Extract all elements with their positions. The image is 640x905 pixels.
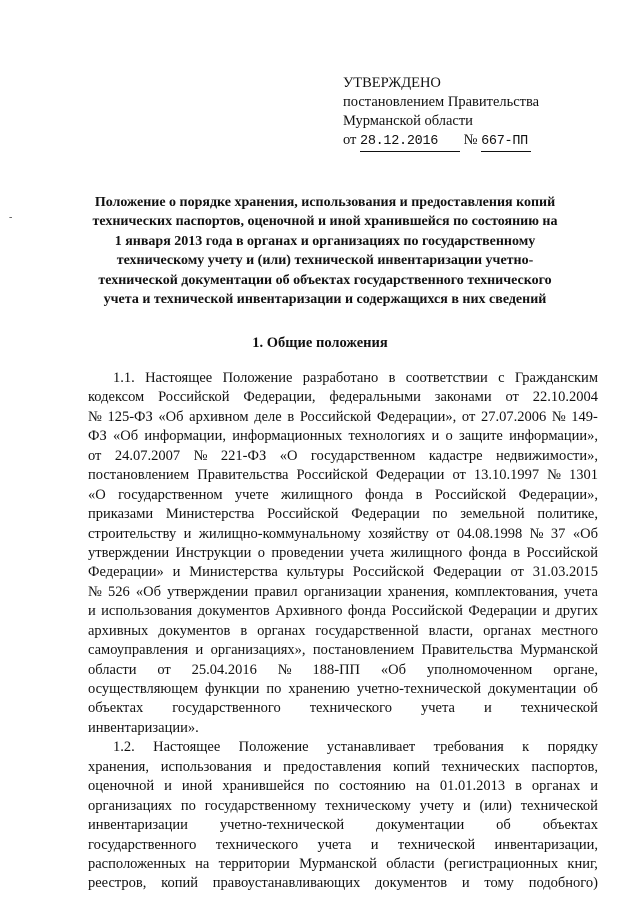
number-label: № [463, 132, 478, 148]
body-word: 37 [550, 525, 566, 542]
body-line [88, 427, 598, 446]
body-line [88, 719, 598, 738]
body-word: в [415, 486, 423, 503]
body-word: Архивного [275, 603, 343, 620]
body-word: учета [350, 544, 385, 561]
body-line [88, 874, 598, 893]
body-word: иной [181, 778, 213, 795]
body-word: органах [483, 622, 532, 639]
body-word: № [193, 447, 208, 464]
body-word: объектах [542, 817, 598, 834]
body-word: оценочной [88, 778, 155, 795]
approved-region: Мурманской области [343, 113, 473, 129]
body-word: использования [101, 603, 193, 620]
body-word: Настоящее [153, 739, 221, 756]
body-word: области [88, 661, 137, 678]
body-word: государственном [118, 486, 223, 503]
body-word: № [529, 525, 544, 542]
body-word: Российской [391, 603, 463, 620]
body-word: от [452, 467, 466, 484]
body-word: в [388, 370, 396, 386]
body-line [88, 583, 598, 602]
body-word: информации», [509, 428, 598, 445]
body-word: паспортов, [531, 758, 598, 775]
body-word: использования [160, 758, 252, 775]
body-word: 04.08.1998 [456, 525, 523, 542]
body-word: от [88, 447, 102, 464]
body-line [88, 369, 598, 388]
body-word: и [590, 778, 598, 795]
body-word: учета [317, 836, 352, 853]
body-word: самоуправления [88, 642, 189, 659]
body-word: требования [433, 739, 504, 756]
body-word: Российской [267, 506, 339, 523]
body-word: от [510, 564, 524, 581]
body-line [88, 855, 598, 874]
body-line [88, 505, 598, 524]
body-word: архивном [189, 408, 249, 425]
body-word: Гражданским [514, 370, 598, 386]
body-word: от [461, 408, 476, 425]
body-word: 13.10.1997 [473, 467, 540, 484]
body-word: недвижимости», [496, 447, 598, 464]
body-word: 221-ФЗ [220, 447, 267, 464]
body-word: кодексом [88, 389, 145, 406]
body-word: организации [303, 583, 382, 600]
body-word: Федерации», [518, 486, 598, 503]
body-word: об [496, 817, 511, 834]
margin-mark: - [9, 212, 13, 223]
body-word: Настоящее [145, 370, 213, 386]
body-line [88, 544, 598, 563]
body-word: правил [254, 583, 298, 600]
body-word: информации, [144, 428, 226, 445]
body-word: по [180, 797, 196, 814]
body-word: и [195, 642, 204, 659]
body-line [88, 836, 598, 855]
body-word: 25.04.2016 [191, 661, 257, 678]
body-line [88, 486, 598, 505]
body-word: копий [161, 875, 198, 892]
document-body [88, 369, 598, 894]
body-word: объектах [88, 700, 144, 717]
body-word: комплектования, [454, 583, 558, 600]
title-line: 1 января 2013 года в органах и организациях по государственному [114, 233, 536, 249]
body-word: Министерства [165, 506, 255, 523]
body-word: защите [459, 428, 503, 445]
body-word: хранению [288, 681, 350, 697]
body-word: и [172, 564, 181, 581]
body-word: подобного) [528, 875, 598, 892]
title-line: техническому учету и (или) технической инвентаризации учетно- [116, 253, 534, 269]
body-word: 27.07.2006 [480, 408, 547, 425]
body-word: технического [309, 700, 392, 717]
body-word: на [195, 855, 210, 872]
body-word: Российской [352, 564, 425, 581]
body-word: «Об [158, 408, 184, 425]
body-line [88, 622, 598, 641]
body-word: Федерации, [243, 389, 316, 406]
body-word: правоустанавливающих [212, 875, 361, 892]
body-word: «Об [135, 583, 161, 600]
body-word: технического [215, 836, 299, 853]
body-line [88, 699, 598, 718]
body-word: технологиях [348, 428, 426, 445]
body-word: устанавливает [326, 739, 416, 756]
body-word: и [370, 836, 379, 853]
document-title [70, 193, 580, 309]
body-word: функции [205, 681, 260, 697]
body-word: об [583, 681, 598, 697]
body-word: № [88, 583, 102, 600]
body-line [88, 525, 598, 544]
body-word: 01.01.2013 [439, 778, 506, 795]
body-word: 526 [107, 583, 130, 600]
body-word: фонда [347, 603, 387, 620]
body-word: технической [397, 836, 476, 853]
body-word: разработано [302, 370, 379, 386]
body-word: документов [158, 622, 231, 639]
body-word: Правительства [197, 467, 289, 484]
body-word: 125-ФЗ [107, 408, 153, 425]
body-word: учета [421, 700, 455, 717]
body-word: архивных [88, 622, 149, 639]
body-word: Министерства [189, 564, 278, 581]
body-word: к [522, 739, 530, 756]
body-word: деле [254, 408, 282, 425]
body-line [88, 816, 598, 835]
body-word: «О [279, 447, 298, 464]
body-word: Федерации [375, 467, 445, 484]
body-word: учета [564, 583, 598, 600]
body-line [88, 602, 598, 621]
body-word: «Об [572, 525, 598, 542]
body-word: Российской [434, 486, 507, 503]
body-word: Федерации», [376, 408, 457, 425]
title-line: учета и технической инвентаризации и содержащихся в них сведений [103, 292, 547, 308]
approved-label: УТВЕРЖДЕНО [343, 75, 441, 91]
body-word: № [277, 661, 292, 678]
approval-date: 28.12.2016 [360, 132, 460, 152]
body-word: строительству [88, 525, 177, 542]
body-word: Федерации [351, 506, 420, 523]
body-word: по [314, 778, 330, 795]
body-word: № [547, 467, 561, 484]
body-line [88, 388, 598, 407]
body-word: Федерации [433, 564, 502, 581]
body-word: 1.1. [113, 370, 135, 386]
body-word: от [505, 389, 519, 406]
body-line [88, 680, 598, 699]
body-word: инвентаризации». [88, 719, 199, 736]
body-word: 149- [571, 408, 598, 425]
approval-number: 667-ПП [481, 132, 531, 152]
body-word: о [257, 544, 266, 561]
body-word: расположенных [88, 855, 186, 872]
body-word: информационных [232, 428, 343, 445]
body-word: и [461, 875, 470, 892]
body-word: фонда [365, 486, 404, 503]
body-word: территории [218, 855, 290, 872]
body-word: других [555, 603, 598, 620]
body-word: Российской [299, 408, 372, 425]
body-word: технической [520, 700, 598, 717]
body-word: реестров, [88, 875, 147, 892]
body-word: по [266, 681, 282, 697]
body-line [88, 641, 598, 660]
body-word: органах [531, 778, 581, 795]
body-word: учете [234, 486, 269, 503]
body-word: приказами [88, 506, 154, 523]
body-word: технических [441, 758, 520, 775]
body-word: в [515, 778, 522, 795]
body-word: области [386, 855, 435, 872]
body-word: федеральными [329, 389, 421, 406]
body-word: в [240, 622, 248, 639]
body-word: постановлением [88, 467, 190, 484]
body-word: от [436, 525, 450, 542]
body-word: организациях [88, 797, 173, 814]
body-word: на [415, 778, 430, 795]
body-word: Федерации [468, 603, 537, 620]
body-word: Положение [238, 739, 309, 756]
body-word: уполномоченном [426, 661, 533, 678]
body-word: и [263, 758, 272, 775]
body-word: по [432, 506, 448, 523]
body-word: и [431, 428, 440, 445]
body-word: и [164, 778, 172, 795]
body-word: документов [197, 603, 270, 620]
body-word: учету [419, 797, 455, 814]
body-word: 24.07.2007 [114, 447, 181, 464]
body-word: с [498, 370, 505, 386]
body-word: тому [484, 875, 514, 892]
body-word: государственного [88, 836, 197, 853]
body-word: от [157, 661, 171, 678]
body-word: Федерации» [88, 564, 164, 581]
body-word: кадастре [428, 447, 483, 464]
body-word: копий [393, 758, 430, 775]
body-word: технической [520, 797, 598, 814]
title-line: технических паспортов, оценочной и иной хранившейся по состоянию на [92, 214, 558, 230]
body-word: № [551, 408, 566, 425]
body-word: утверждении [167, 583, 249, 600]
body-word: государственному [204, 797, 317, 814]
body-word: Положение [222, 370, 293, 386]
body-word: № [88, 408, 102, 425]
body-word: государственном [310, 447, 416, 464]
body-line [88, 447, 598, 466]
body-word: 22.10.2004 [532, 389, 598, 406]
body-word: документации [376, 817, 465, 834]
approval-stamp [343, 74, 539, 152]
body-word: местного [541, 622, 598, 639]
body-line [88, 797, 598, 816]
body-word: Российской [526, 544, 598, 561]
body-word: жилищно-коммунальному [198, 525, 361, 542]
body-word: соответствии [405, 370, 488, 386]
body-word: Российской [158, 389, 230, 406]
body-word: и [183, 525, 192, 542]
body-line [88, 777, 598, 796]
body-word: земельной [460, 506, 525, 523]
body-word: учетно-технической [356, 681, 482, 697]
body-line [88, 408, 598, 427]
body-word: (регистрационных [443, 855, 559, 872]
body-word: техническому [325, 797, 411, 814]
body-word: хранения, [387, 583, 449, 600]
body-word: ФЗ [88, 428, 107, 445]
body-word: Правительства [421, 642, 513, 659]
body-line [88, 563, 598, 582]
body-word: Российской [296, 467, 368, 484]
body-word: проведении [271, 544, 344, 561]
body-word: организациях», [210, 642, 306, 659]
body-word: 1301 [568, 467, 598, 484]
body-word: 188-ПП [312, 661, 361, 678]
body-word: органе, [553, 661, 598, 678]
body-word: хранения, [88, 758, 149, 775]
body-word: инвентаризации [88, 817, 188, 834]
from-label: от [343, 132, 357, 148]
body-word: 1.2. [113, 739, 135, 756]
body-word: «Об [112, 428, 139, 445]
body-word: осуществляющем [88, 681, 199, 697]
body-word: и [542, 603, 550, 620]
body-word: власти, [428, 622, 474, 639]
body-line [88, 738, 598, 757]
title-line: технической документации об объектах государственного технического [98, 272, 552, 288]
body-word: Мурманской [299, 855, 377, 872]
body-word: предоставления [283, 758, 382, 775]
body-word: политике, [537, 506, 598, 523]
body-word: жилищного [280, 486, 353, 503]
body-word: учетно-технической [219, 817, 345, 834]
body-word: органах [257, 622, 306, 639]
body-word: документации [488, 681, 577, 697]
body-line [88, 466, 598, 485]
body-word: хозяйству [368, 525, 429, 542]
body-word: фонда [468, 544, 507, 561]
approval-date-line [343, 131, 539, 152]
body-word: книг, [567, 855, 598, 872]
body-word: постановлением [312, 642, 415, 659]
body-word: утверждении [88, 544, 170, 561]
body-word: 31.03.2015 [532, 564, 598, 581]
body-word: хранившейся [222, 778, 305, 795]
body-word: документов [374, 875, 448, 892]
body-word: и [483, 700, 492, 717]
body-word: в [287, 408, 295, 425]
body-word: в [513, 544, 521, 561]
body-word: культуры [286, 564, 344, 581]
body-word: Мурманской [520, 642, 598, 659]
body-word: государственного [172, 700, 281, 717]
section-heading: 1. Общие положения [252, 335, 388, 351]
body-word: состоянию [339, 778, 406, 795]
body-word: порядку [547, 739, 598, 756]
body-word: «Об [380, 661, 406, 678]
body-word: государственной [315, 622, 419, 639]
body-word: о [445, 428, 453, 445]
body-word: и [462, 797, 471, 814]
body-word: «О [88, 486, 106, 503]
body-word: Инструкции [175, 544, 252, 561]
body-line [88, 758, 598, 777]
body-word: инвентаризации, [494, 836, 598, 853]
body-word: (или) [479, 797, 512, 814]
body-word: законами [434, 389, 492, 406]
title-line: Положение о порядке хранения, использования и предоставления копий [94, 195, 556, 210]
approved-by-line: постановлением Правительства [343, 94, 540, 110]
body-word: жилищного [390, 544, 463, 561]
body-word: и [88, 603, 96, 620]
body-line [88, 661, 598, 680]
